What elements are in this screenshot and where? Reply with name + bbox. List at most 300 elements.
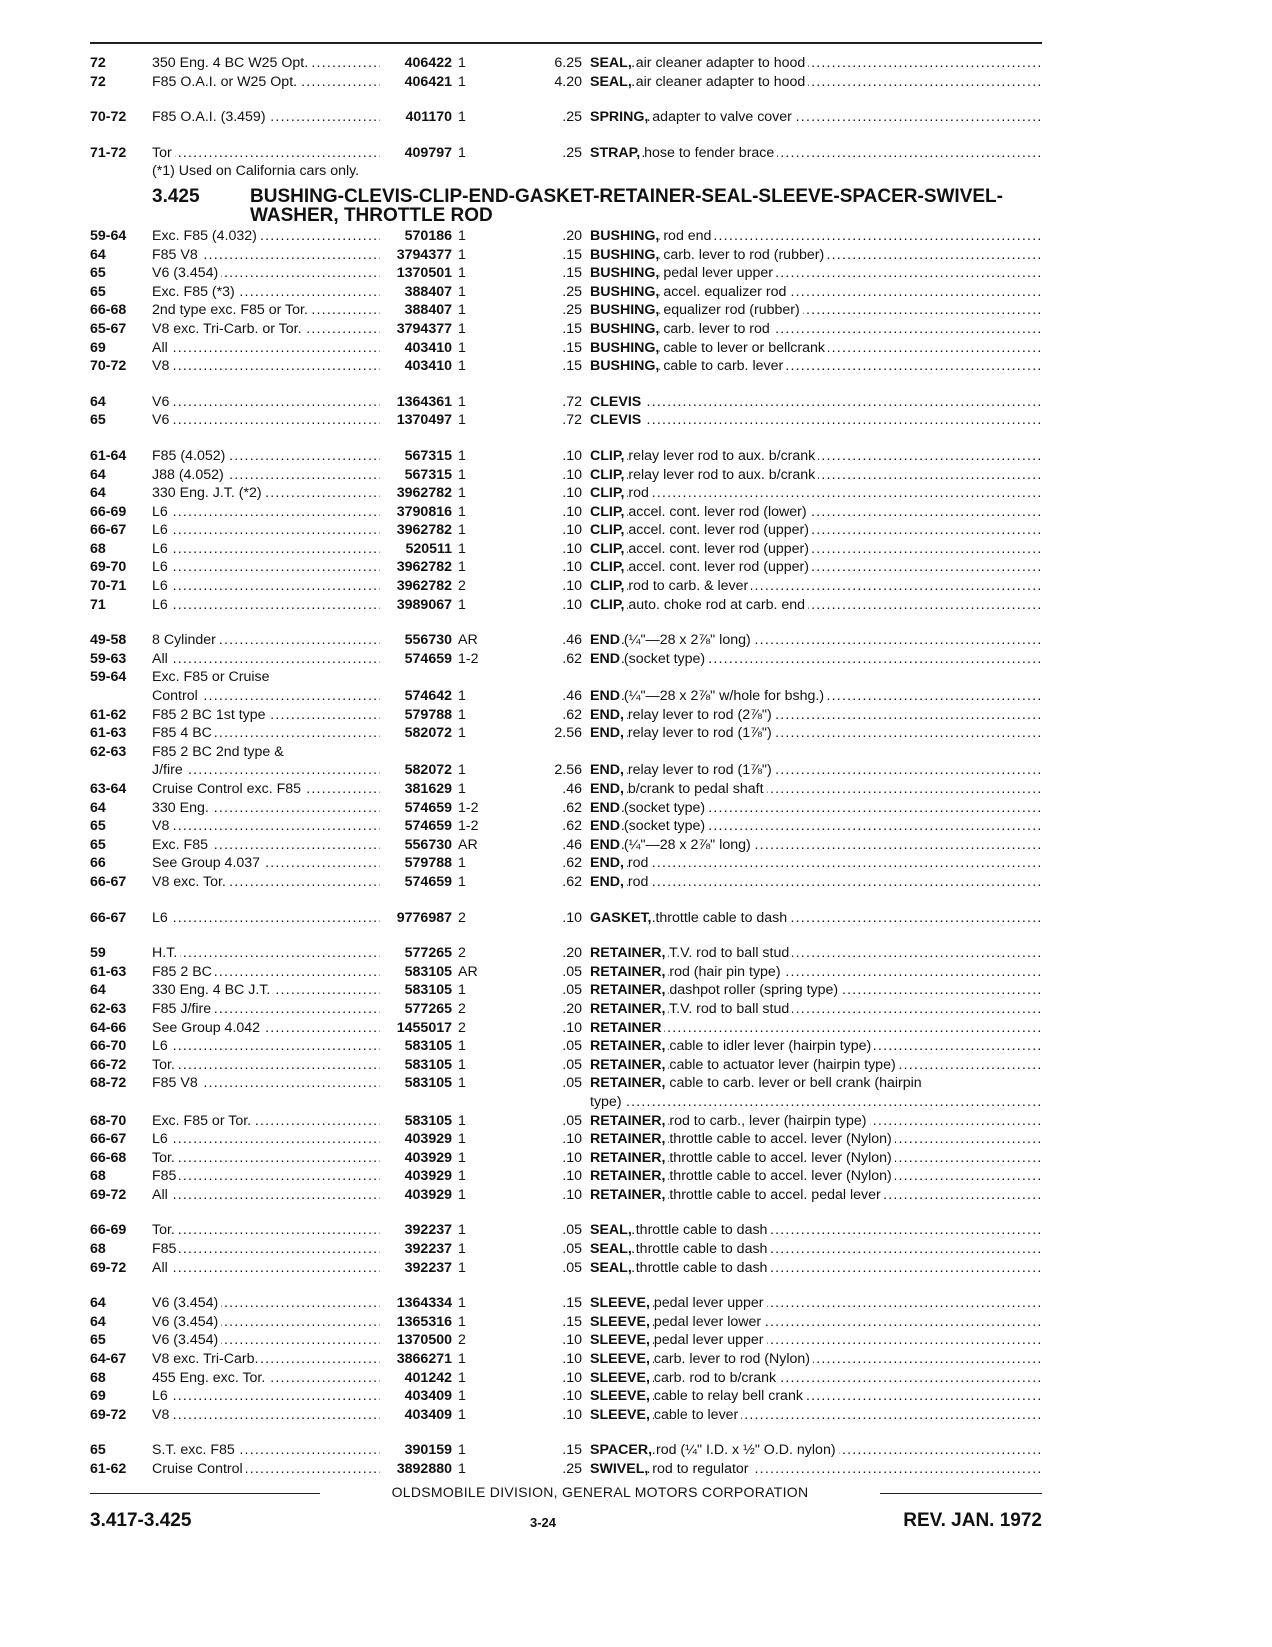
part-row bbox=[90, 1000, 1042, 1019]
description bbox=[590, 963, 1042, 982]
price: .46 bbox=[562, 781, 582, 797]
part-number: 583105 bbox=[404, 1038, 452, 1055]
model-year: 69-72 bbox=[90, 1186, 127, 1203]
part-detail: air cleaner adapter to hood bbox=[636, 74, 809, 90]
price: .20 bbox=[562, 945, 582, 962]
model-year: 68-72 bbox=[90, 1075, 127, 1092]
application: L6 ..... bbox=[152, 577, 380, 596]
part-name: RETAINER, bbox=[590, 1075, 666, 1092]
model-year: 61-63 bbox=[90, 963, 127, 980]
part-detail: relay lever rod to aux. b/crank bbox=[628, 448, 818, 464]
application: See Group 4.042 ..... bbox=[152, 1019, 380, 1038]
model-year: 66-67 bbox=[90, 522, 127, 539]
description bbox=[590, 944, 1042, 963]
part-number: 401170 bbox=[405, 109, 452, 126]
application: F85 O.A.I. (3.459) ..... bbox=[152, 108, 380, 127]
part-number: 567315 bbox=[404, 447, 452, 464]
part-row bbox=[90, 1369, 1042, 1388]
part-number: 9776987 bbox=[396, 909, 452, 926]
description bbox=[590, 1331, 1042, 1350]
description bbox=[590, 743, 1042, 762]
model-year: 66-72 bbox=[90, 1056, 127, 1073]
application: V8 ..... bbox=[152, 1406, 380, 1425]
price: .62 bbox=[562, 855, 582, 872]
quantity: 1 bbox=[458, 1241, 466, 1258]
section-heading bbox=[90, 185, 1042, 225]
price: .15 bbox=[562, 339, 582, 356]
part-row bbox=[90, 1186, 1042, 1205]
model-year: 69-72 bbox=[90, 1406, 127, 1423]
part-row bbox=[90, 1019, 1042, 1038]
quantity: 1 bbox=[458, 688, 466, 705]
model-year: 66-69 bbox=[90, 503, 127, 520]
description bbox=[590, 873, 1042, 892]
application: 2nd type exc. F85 or Tor. ..... bbox=[152, 301, 380, 320]
quantity: 1 bbox=[458, 339, 466, 356]
quantity: 1 bbox=[458, 1075, 466, 1092]
part-row bbox=[90, 1294, 1042, 1313]
part-detail: throttle cable to accel. lever (Nylon) bbox=[669, 1168, 894, 1184]
part-row bbox=[90, 1350, 1042, 1369]
part-detail: cable to carb. lever bbox=[663, 358, 786, 374]
part-number: 583105 bbox=[404, 1075, 452, 1092]
quantity: 1 bbox=[458, 302, 466, 319]
application: See Group 4.037 ..... bbox=[152, 854, 380, 873]
part-detail: cable to lever bbox=[654, 1407, 741, 1423]
part-name: CLIP, bbox=[590, 485, 625, 502]
description bbox=[590, 393, 1042, 412]
part-row bbox=[90, 503, 1042, 522]
application: F85 ..... bbox=[152, 1240, 380, 1259]
part-name: END bbox=[590, 688, 620, 705]
model-year: 71-72 bbox=[90, 144, 127, 161]
model-year: 59-64 bbox=[90, 669, 127, 686]
part-name: END bbox=[590, 632, 620, 649]
description bbox=[590, 631, 1042, 650]
application: V8 exc. Tri-Carb. or Tor. ..... bbox=[152, 320, 380, 339]
part-name: SWIVEL, bbox=[590, 1461, 649, 1477]
application: 330 Eng. 4 BC J.T. ..... bbox=[152, 981, 380, 1000]
application: S.T. exc. F85 ..... bbox=[152, 1441, 380, 1460]
part-number: 403929 bbox=[404, 1186, 452, 1203]
price: .46 bbox=[562, 836, 582, 853]
part-detail: throttle cable to dash bbox=[655, 910, 790, 926]
application: J88 (4.052) ..... bbox=[152, 466, 380, 485]
part-row bbox=[90, 981, 1042, 1000]
part-number: 392237 bbox=[404, 1222, 452, 1239]
part-name: END, bbox=[590, 873, 624, 890]
quantity: 1 bbox=[458, 706, 466, 723]
application: Control ..... bbox=[152, 687, 380, 706]
part-row bbox=[90, 687, 1042, 706]
part-detail: carb. lever to rod bbox=[663, 321, 772, 337]
part-number: 1455017 bbox=[396, 1019, 452, 1036]
model-year: 65 bbox=[90, 1442, 106, 1459]
application: L6 ..... bbox=[152, 540, 380, 559]
part-name: CLIP, bbox=[590, 559, 625, 576]
quantity: 1 bbox=[458, 522, 466, 539]
model-year: 59-63 bbox=[90, 650, 127, 667]
quantity: 1 bbox=[458, 412, 466, 429]
part-name: SEAL, bbox=[590, 1222, 632, 1239]
model-year: 64 bbox=[90, 485, 106, 502]
part-name: CLEVIS bbox=[590, 393, 642, 410]
part-row bbox=[90, 1037, 1042, 1056]
application: Cruise Control ..... bbox=[152, 1460, 380, 1479]
part-name: SLEEVE, bbox=[590, 1406, 650, 1423]
model-year: 65 bbox=[90, 265, 106, 282]
part-detail: throttle cable to accel. lever (Nylon) bbox=[669, 1150, 894, 1166]
price: .15 bbox=[562, 265, 582, 282]
spacer bbox=[90, 1424, 1042, 1441]
description bbox=[590, 1112, 1042, 1131]
part-number: 582072 bbox=[404, 725, 452, 742]
model-year: 68 bbox=[90, 1168, 106, 1185]
price: .10 bbox=[562, 1406, 582, 1423]
part-detail: dashpot roller (spring type) bbox=[669, 982, 841, 998]
part-name: SEAL, bbox=[590, 1241, 632, 1258]
part-number: 392237 bbox=[404, 1259, 452, 1276]
part-name: END, bbox=[590, 781, 624, 797]
description bbox=[590, 466, 1042, 485]
quantity: 1 bbox=[458, 1442, 466, 1459]
price: .72 bbox=[562, 412, 582, 429]
part-row bbox=[90, 466, 1042, 485]
part-detail bbox=[590, 669, 593, 685]
footer-page-number: 3-24 bbox=[530, 1515, 557, 1530]
part-row bbox=[90, 631, 1042, 650]
application: F85 V8 ..... bbox=[152, 1074, 380, 1093]
part-number: 1370500 bbox=[396, 1332, 452, 1349]
part-number: 579788 bbox=[404, 706, 452, 723]
quantity: 1 bbox=[458, 358, 466, 375]
part-name: END bbox=[590, 818, 620, 835]
part-row bbox=[90, 1167, 1042, 1186]
part-row bbox=[90, 357, 1042, 376]
part-row bbox=[90, 447, 1042, 466]
quantity: 1 bbox=[458, 503, 466, 520]
description bbox=[590, 1074, 1042, 1093]
price: .10 bbox=[562, 1369, 582, 1386]
part-detail: T.V. rod to ball stud bbox=[669, 945, 792, 961]
part-name: CLIP, bbox=[590, 466, 625, 483]
part-detail: (socket type) bbox=[624, 651, 708, 667]
price: .62 bbox=[562, 706, 582, 723]
footnote: (*1) Used on California cars only. bbox=[152, 163, 360, 180]
part-name: CLIP, bbox=[590, 522, 625, 539]
part-number: 403929 bbox=[404, 1131, 452, 1148]
model-year: 64 bbox=[90, 1313, 106, 1330]
part-number: 388407 bbox=[404, 302, 452, 319]
application: J/fire ..... bbox=[152, 761, 380, 780]
application: Exc. F85 or Cruise bbox=[152, 668, 380, 687]
part-row bbox=[90, 1149, 1042, 1168]
part-name: CLEVIS bbox=[590, 412, 642, 429]
part-detail: adapter to valve cover bbox=[652, 109, 795, 125]
part-row bbox=[90, 1406, 1042, 1425]
description bbox=[590, 73, 1042, 92]
quantity: AR bbox=[458, 836, 478, 853]
part-detail bbox=[641, 412, 644, 428]
quantity: 1 bbox=[458, 466, 466, 483]
quantity: 1 bbox=[458, 320, 466, 337]
application: V6 ..... bbox=[152, 393, 380, 412]
part-name: RETAINER, bbox=[590, 1168, 666, 1185]
part-number: 3866271 bbox=[396, 1351, 452, 1368]
application: L6 ..... bbox=[152, 558, 380, 577]
application: F85 2 BC 1st type ..... bbox=[152, 706, 380, 725]
price: 4.20 bbox=[554, 73, 582, 90]
part-name: SLEEVE, bbox=[590, 1369, 650, 1386]
part-name: CLIP, bbox=[590, 540, 625, 557]
price: .62 bbox=[562, 799, 582, 816]
part-number: 574659 bbox=[404, 873, 452, 890]
description bbox=[590, 108, 1042, 127]
model-year: 70-71 bbox=[90, 578, 127, 595]
part-detail bbox=[661, 1020, 664, 1036]
part-name: SLEEVE, bbox=[590, 1332, 650, 1349]
model-year: 66-69 bbox=[90, 1222, 127, 1239]
price: .10 bbox=[562, 1019, 582, 1036]
part-detail: carb. rod to b/crank bbox=[654, 1370, 779, 1386]
part-row bbox=[90, 411, 1042, 430]
part-detail: (¼"—28 x 2⅞" w/hole for bshg.) bbox=[624, 688, 827, 704]
model-year: 65 bbox=[90, 283, 106, 300]
part-row bbox=[90, 320, 1042, 339]
price: .20 bbox=[562, 227, 582, 244]
part-name: RETAINER, bbox=[590, 1186, 666, 1203]
part-row bbox=[90, 761, 1042, 780]
model-year: 66-67 bbox=[90, 909, 127, 926]
description bbox=[590, 1167, 1042, 1186]
application: V6 ..... bbox=[152, 411, 380, 430]
part-detail: rod to carb., lever (hairpin type) bbox=[669, 1113, 869, 1129]
part-number: 583105 bbox=[404, 1112, 452, 1129]
price: .10 bbox=[562, 578, 582, 595]
part-row bbox=[90, 1074, 1042, 1093]
description bbox=[590, 1130, 1042, 1149]
quantity: 1-2 bbox=[458, 818, 479, 835]
catalog-page bbox=[90, 0, 1042, 1647]
part-number: 570186 bbox=[404, 227, 452, 244]
model-year: 66-67 bbox=[90, 873, 127, 890]
quantity: 1 bbox=[458, 781, 466, 797]
application: Tor. ..... bbox=[152, 1149, 380, 1168]
spacer bbox=[90, 614, 1042, 631]
spacer bbox=[90, 91, 1042, 108]
part-name: RETAINER, bbox=[590, 1149, 666, 1166]
price: .05 bbox=[562, 1112, 582, 1129]
part-number: 567315 bbox=[404, 466, 452, 483]
description bbox=[590, 780, 1042, 799]
part-detail: (¼"—28 x 2⅞" long) bbox=[624, 837, 754, 853]
part-detail: pedal lever upper bbox=[663, 265, 776, 281]
part-number: 3962782 bbox=[396, 559, 452, 576]
description bbox=[590, 521, 1042, 540]
application: L6 ..... bbox=[152, 596, 380, 615]
part-row bbox=[90, 108, 1042, 127]
part-detail: rod bbox=[628, 485, 652, 501]
part-row bbox=[90, 650, 1042, 669]
part-name: END, bbox=[590, 725, 624, 742]
part-detail: cable to relay bell crank bbox=[654, 1388, 806, 1404]
part-name: END, bbox=[590, 855, 624, 872]
quantity: 1 bbox=[458, 1295, 466, 1312]
footer-group-range: 3.417-3.425 bbox=[90, 1510, 192, 1531]
price: .10 bbox=[562, 540, 582, 557]
part-number: 1364361 bbox=[396, 393, 452, 410]
part-number: 3794377 bbox=[396, 320, 452, 337]
part-detail: type) bbox=[590, 1094, 625, 1110]
description bbox=[590, 558, 1042, 577]
quantity: 1 bbox=[458, 873, 466, 890]
application: F85 (4.052) ..... bbox=[152, 447, 380, 466]
model-year: 65 bbox=[90, 836, 106, 853]
application: L6 ..... bbox=[152, 503, 380, 522]
description bbox=[590, 1000, 1042, 1019]
price: .10 bbox=[562, 503, 582, 520]
model-year: 70-72 bbox=[90, 358, 127, 375]
application: All ..... bbox=[152, 1186, 380, 1205]
model-year: 64 bbox=[90, 799, 106, 816]
application: V8 ..... bbox=[152, 357, 380, 376]
footer-revision: REV. JAN. 1972 bbox=[903, 1510, 1042, 1531]
quantity: 1 bbox=[458, 283, 466, 300]
description bbox=[590, 283, 1042, 302]
application: F85 V8 ..... bbox=[152, 246, 380, 265]
part-name: RETAINER, bbox=[590, 982, 666, 999]
model-year: 65-67 bbox=[90, 320, 127, 337]
price: .05 bbox=[562, 1075, 582, 1092]
part-row bbox=[90, 339, 1042, 358]
part-row bbox=[90, 577, 1042, 596]
description bbox=[590, 1406, 1042, 1425]
quantity: 1 bbox=[458, 1149, 466, 1166]
part-row bbox=[90, 1056, 1042, 1075]
description bbox=[590, 246, 1042, 265]
part-number: 574659 bbox=[404, 818, 452, 835]
description bbox=[590, 668, 1042, 687]
application: V8 ..... bbox=[152, 817, 380, 836]
part-detail: carb. lever to rod (rubber) bbox=[663, 247, 827, 263]
application: 350 Eng. 4 BC W25 Opt. ..... bbox=[152, 54, 380, 73]
price: .10 bbox=[562, 1131, 582, 1148]
description bbox=[590, 1387, 1042, 1406]
part-row bbox=[90, 246, 1042, 265]
price: .15 bbox=[562, 1442, 582, 1459]
price: .46 bbox=[562, 688, 582, 705]
price: .10 bbox=[562, 485, 582, 502]
application: L6 ..... bbox=[152, 521, 380, 540]
application: All ..... bbox=[152, 1259, 380, 1278]
part-number: 574642 bbox=[404, 688, 452, 705]
model-year: 64 bbox=[90, 466, 106, 483]
part-detail: (socket type) bbox=[624, 800, 708, 816]
description bbox=[590, 596, 1042, 615]
application: Tor ..... bbox=[152, 144, 380, 163]
part-name: RETAINER, bbox=[590, 1112, 666, 1129]
application: F85 2 BC ..... bbox=[152, 963, 380, 982]
quantity: 1 bbox=[458, 1038, 466, 1055]
model-year: 65 bbox=[90, 412, 106, 429]
part-number: 1365316 bbox=[396, 1313, 452, 1330]
part-row bbox=[90, 1313, 1042, 1332]
part-name: BUSHING, bbox=[590, 320, 660, 337]
part-row bbox=[90, 1240, 1042, 1259]
part-row bbox=[90, 1130, 1042, 1149]
part-row bbox=[90, 558, 1042, 577]
spacer bbox=[90, 430, 1042, 447]
description bbox=[590, 1093, 1042, 1112]
part-number: 403409 bbox=[404, 1406, 452, 1423]
part-row bbox=[90, 227, 1042, 246]
model-year: 66-68 bbox=[90, 302, 127, 319]
part-detail: accel. cont. lever rod (upper) bbox=[628, 559, 812, 575]
part-number: 403929 bbox=[404, 1168, 452, 1185]
price: .15 bbox=[562, 1295, 582, 1312]
part-row bbox=[90, 301, 1042, 320]
part-row bbox=[90, 668, 1042, 687]
part-detail: rod (hair pin type) bbox=[669, 964, 783, 980]
model-year: 49-58 bbox=[90, 632, 127, 649]
model-year: 66-67 bbox=[90, 1131, 127, 1148]
part-row bbox=[90, 1259, 1042, 1278]
part-detail: (socket type) bbox=[624, 818, 708, 834]
application: Exc. F85 (4.032) ..... bbox=[152, 227, 380, 246]
part-name: SEAL, bbox=[590, 73, 632, 90]
application: All ..... bbox=[152, 650, 380, 669]
part-row bbox=[90, 817, 1042, 836]
part-row bbox=[90, 1331, 1042, 1350]
description bbox=[590, 1037, 1042, 1056]
model-year: 68 bbox=[90, 1241, 106, 1258]
part-detail: throttle cable to accel. pedal lever bbox=[669, 1187, 883, 1203]
part-detail: cable to lever or bellcrank bbox=[663, 340, 828, 356]
price: .72 bbox=[562, 393, 582, 410]
model-year: 59 bbox=[90, 945, 106, 962]
price: .10 bbox=[562, 466, 582, 483]
model-year: 65 bbox=[90, 818, 106, 835]
price: .05 bbox=[562, 1222, 582, 1239]
part-row bbox=[90, 724, 1042, 743]
part-detail: accel. equalizer rod bbox=[663, 284, 789, 300]
price: 2.56 bbox=[554, 725, 582, 742]
part-detail: auto. choke rod at carb. end bbox=[628, 597, 808, 613]
description bbox=[590, 687, 1042, 706]
part-row bbox=[90, 540, 1042, 559]
part-row bbox=[90, 963, 1042, 982]
part-detail: relay lever rod to aux. b/crank bbox=[628, 467, 818, 483]
part-row bbox=[90, 393, 1042, 412]
part-number: 3794377 bbox=[396, 246, 452, 263]
part-name: BUSHING, bbox=[590, 302, 660, 319]
price: .62 bbox=[562, 650, 582, 667]
part-name: BUSHING, bbox=[590, 265, 660, 282]
quantity: 1 bbox=[458, 485, 466, 502]
part-detail: T.V. rod to ball stud bbox=[669, 1001, 792, 1017]
model-year: 63-64 bbox=[90, 781, 127, 797]
quantity: 1 bbox=[458, 1112, 466, 1129]
part-row bbox=[90, 54, 1042, 73]
spacer bbox=[90, 127, 1042, 144]
part-number: 556730 bbox=[404, 632, 452, 649]
part-detail: relay lever to rod (1⅞") bbox=[628, 725, 775, 741]
quantity: 1 bbox=[458, 1388, 466, 1405]
part-detail: throttle cable to dash bbox=[636, 1241, 771, 1257]
part-detail: b/crank to pedal shaft bbox=[628, 781, 767, 797]
part-name: SLEEVE, bbox=[590, 1295, 650, 1312]
part-detail: accel. cont. lever rod (lower) bbox=[628, 504, 809, 520]
